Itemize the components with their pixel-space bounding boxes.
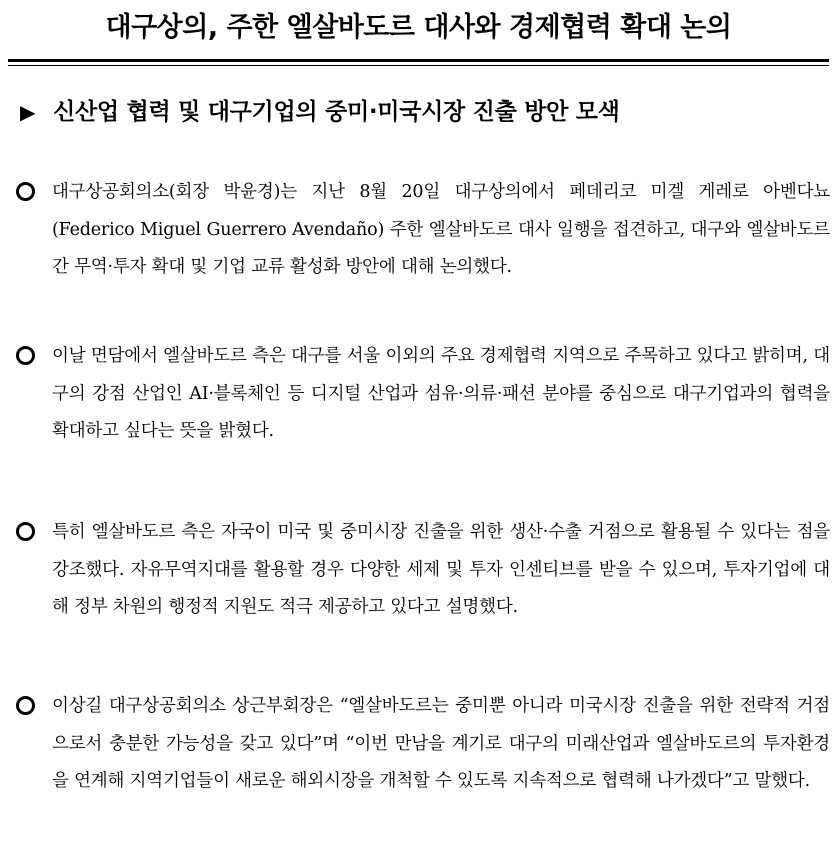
circle-bullet-icon [16,346,35,365]
circle-bullet-icon [16,522,35,541]
paragraph [52,688,830,801]
paragraph [52,174,830,287]
paragraph [52,514,830,627]
title-rule-thin [8,65,829,66]
title-rule-thick [8,59,829,62]
paragraph-text: 이날 면담에서 엘살바도르 측은 대구를 서울 이외의 주요 경제협력 지역으로 주목하고 있다고 밝히며, 대구의 강점 산업인 AI·블록체인 등 디지털 산업과 섬유·의류·패션 분야를 중심으로 대구기업과의 협력을 확대하고 싶다는 뜻을 밝혔다. [52,346,830,441]
circle-bullet-icon [16,182,35,201]
subheading [20,94,830,130]
paragraph-text: 특히 엘살바도르 측은 자국이 미국 및 중미시장 진출을 위한 생산·수출 거점으로 활용될 수 있다는 점을 강조했다. 자유무역지대를 활용할 경우 다양한 세제 및 투자 인센티브를 받을 수 있으며, 투자기업에 대해 정부 차원의 행정적 지원도 적극 제공하고 있다고 설명했다. [52,522,830,617]
paragraph-text: 이상길 대구상공회의소 상근부회장은 “엘살바도르는 중미뿐 아니라 미국시장 진출을 위한 전략적 거점으로서 충분한 가능성을 갖고 있다”며 “이번 만남을 계기로 대구의 미래산업과 엘살바도르의 투자환경을 연계해 지역기업들이 새로운 해외시장을 개척할 수 있도록 지속적으로 협력해 나가겠다”고 말했다. [52,696,830,791]
document-title: 대구상의, 주한 엘살바도르 대사와 경제협력 확대 논의 [105,12,732,43]
paragraph-text: 대구상공회의소(회장 박윤경)는 지난 8월 20일 대구상의에서 페데리코 미겔 게레로 아벤다뇨(Federico Miguel Guerrero Avendaño) 주한 엘살바도르 대사 일행을 접견하고, 대구와 엘살바도르 간 무역·투자 확대 및 기업 교류 활성화 방안에 대해 논의했다. [52,182,830,277]
subheading-text: 신산업 협력 및 대구기업의 중미·미국시장 진출 방안 모색 [53,99,620,125]
paragraph [52,338,830,451]
circle-bullet-icon [16,696,35,715]
triangle-marker-icon: ▶ [20,100,36,124]
